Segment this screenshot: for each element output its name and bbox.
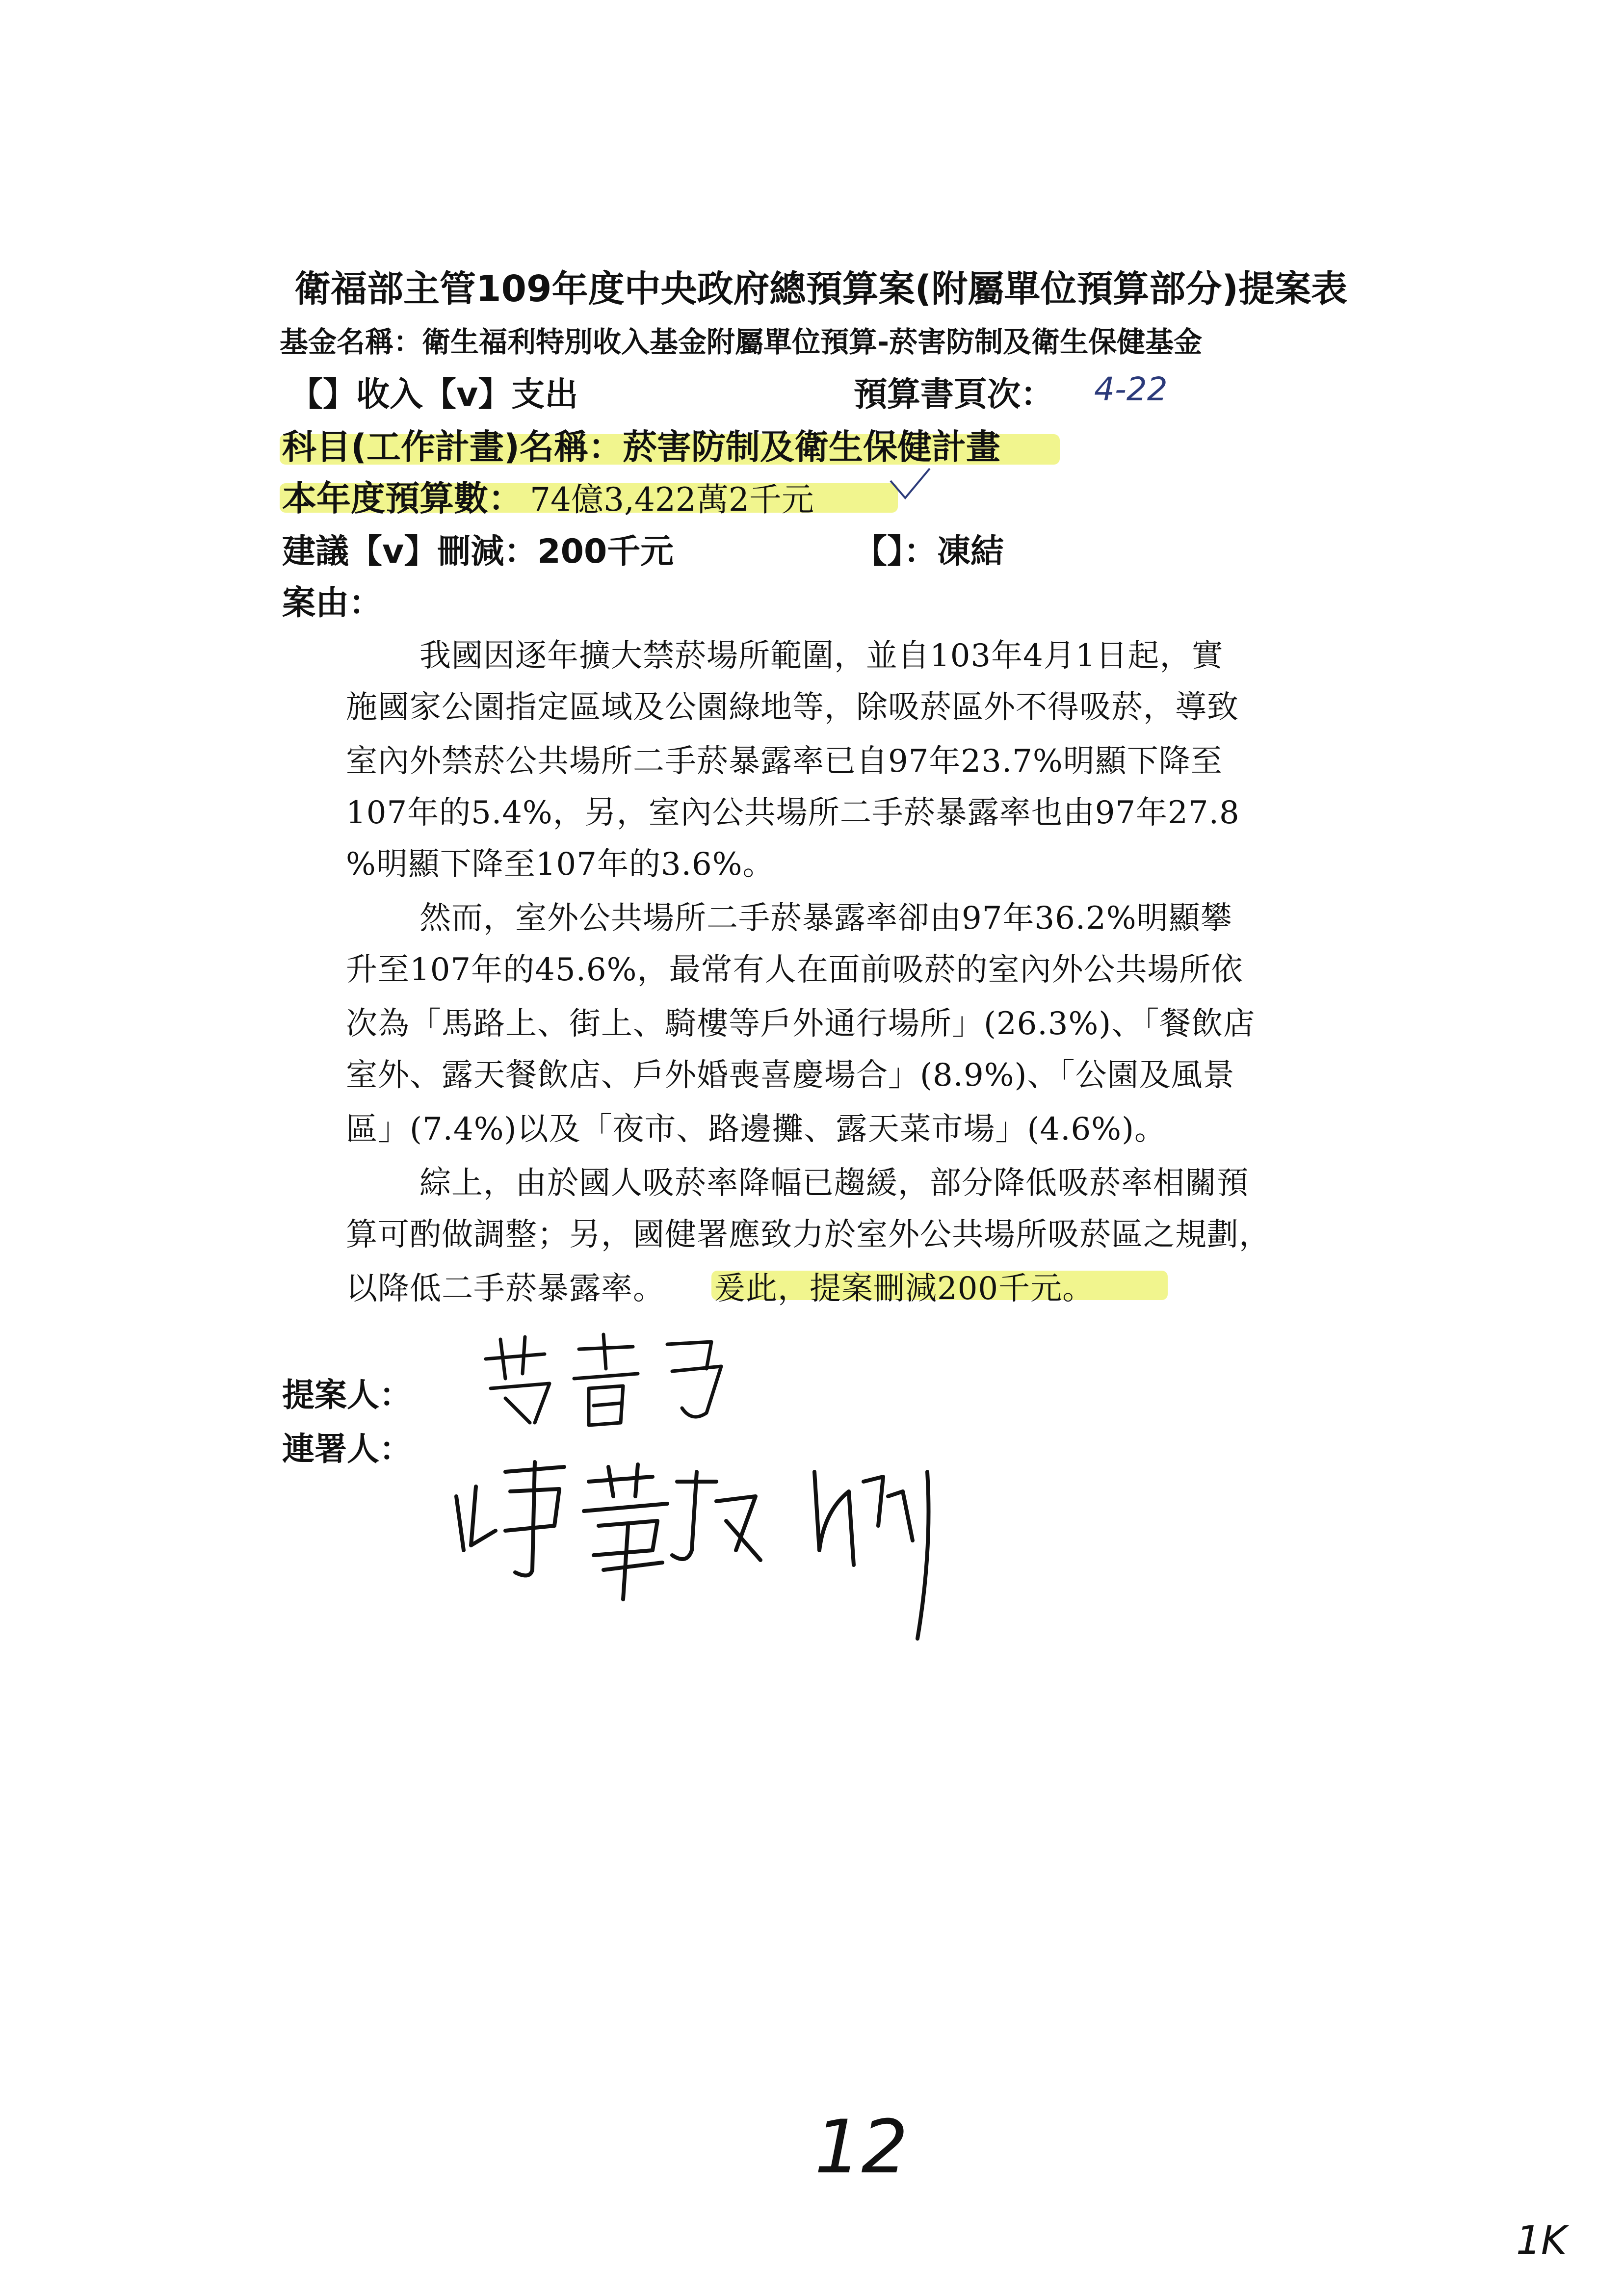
document-title: 衛福部主管109年度中央政府總預算案(附屬單位預算部分)提案表 [294,268,1348,310]
page-number: 12 [814,2105,908,2190]
paragraph-line: 然而，室外公共場所二手菸暴露率卻由97年36.2%明顯攀 [419,900,1232,937]
income-expense-selection: 【】收入【v】支出 [289,375,578,414]
paragraph-line: 以降低二手菸暴露率。 [346,1271,665,1307]
paragraph-line: 升至107年的45.6%，最常有人在面前吸菸的室內外公共場所依 [346,952,1243,988]
paragraph-line: 區」(7.4%)以及「夜市、路邊攤、露天菜市場」(4.6%)。 [346,1111,1167,1148]
reason-label: 案由： [282,584,383,623]
paragraph-line: 室內外禁菸公共場所二手菸暴露率已自97年23.7%明顯下降至 [346,743,1223,780]
paragraph-line: 室外、露天餐飲店、戶外婚喪喜慶場合」(8.9%)、「公園及風景 [346,1057,1235,1094]
cosigner-signature [442,1452,1021,1658]
paragraph-line: 施國家公園指定區域及公園綠地等，除吸菸區外不得吸菸，導致 [346,689,1239,726]
paragraph-line: 綜上，由於國人吸菸率降幅已趨緩，部分降低吸菸率相關預 [419,1165,1249,1201]
fund-name: 基金名稱：衛生福利特別收入基金附屬單位預算-菸害防制及衛生保健基金 [280,325,1203,359]
cut-suggestion: 建議【v】刪減：200千元 [282,532,674,571]
corner-mark: 1K [1516,2218,1567,2263]
paragraph-line: 107年的5.4%，另，室內公共場所二手菸暴露率也由97年27.8 [346,795,1240,831]
paragraph-line: 算可酌做調整；另，國健署應致力於室外公共場所吸菸區之規劃， [346,1217,1271,1253]
freeze-suggestion: 【】：凍結 [854,532,1004,571]
proposer-label: 提案人： [282,1376,412,1414]
budget-page-value: 4-22 [1094,370,1168,408]
check-mark-icon [888,466,932,505]
subject-name: 科目(工作計畫)名稱：菸害防制及衛生保健計畫 [282,427,1000,467]
paragraph-line: %明顯下降至107年的3.6%。 [346,846,775,883]
proposer-signature [476,1325,741,1433]
closing-statement: 爰此，提案刪減200千元。 [714,1271,1095,1307]
paragraph-line: 次為「馬路上、街上、騎樓等戶外通行場所」(26.3%)、「餐飲店 [346,1006,1256,1042]
budget-label: 本年度預算數： [282,478,523,519]
paragraph-line: 我國因逐年擴大禁菸場所範圍，並自103年4月1日起，實 [419,638,1224,674]
budget-page-label: 預算書頁次： [854,375,1054,414]
budget-value: 74億3,422萬2千元 [530,481,814,519]
cosigner-label: 連署人： [282,1430,412,1468]
